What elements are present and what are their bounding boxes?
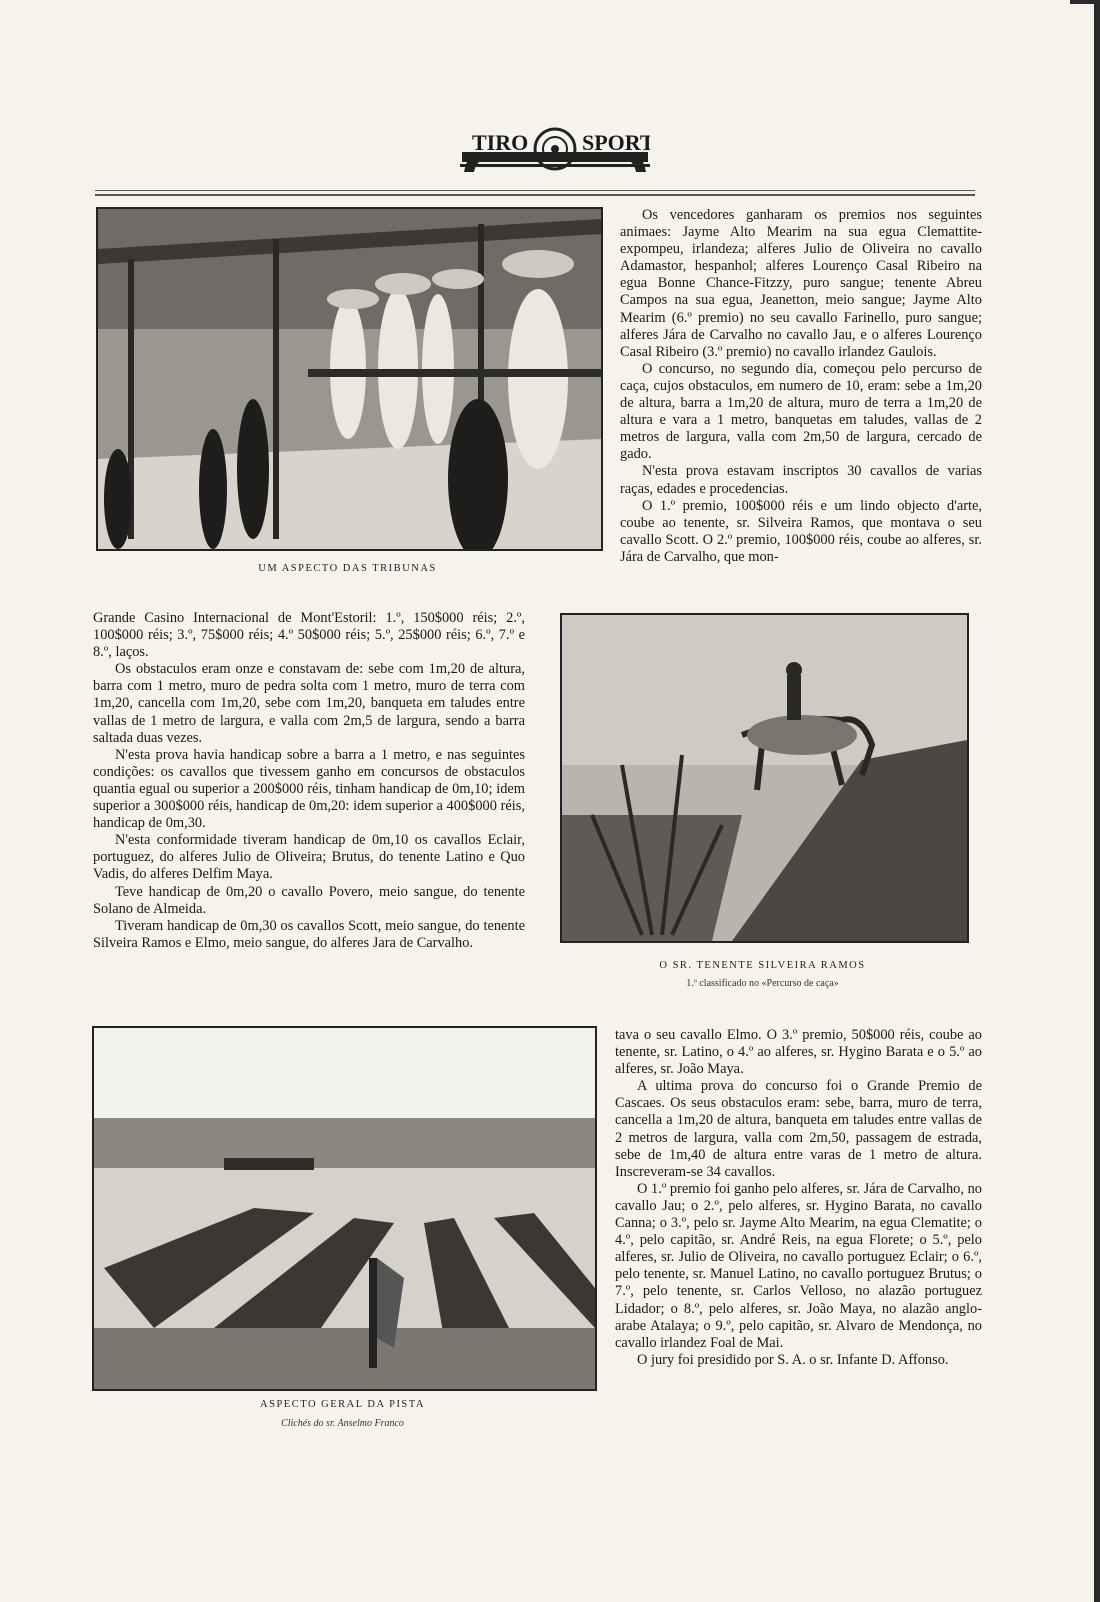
photo-tribunas <box>96 207 603 551</box>
subcaption-pista: Clichés do sr. Anselmo Franco <box>281 1418 404 1429</box>
caption-pista: ASPECTO GERAL DA PISTA <box>260 1399 425 1410</box>
paragraph: N'esta prova estavam inscriptos 30 cavallos de varias raças, edades e procedencias. <box>620 463 982 497</box>
caption-rider: O SR. TENENTE SILVEIRA RAMOS <box>659 960 866 971</box>
column-middle-left <box>93 610 525 952</box>
paragraph: O concurso, no segundo dia, começou pelo percurso de caça, cujos obstaculos, em numero de 10, eram: sebe a 1m,20 de altura, barra a 1m,20 de altura, muro de terra a 1m,20 de altura e vara a 1 metro, banquetas em taludes, vallas de 2 metros de largura, valla com 2m,50 de largura, cercado de gado. <box>620 360 982 463</box>
paragraph: Tiveram handicap de 0m,30 os cavallos Scott, meio sangue, do tenente Silveira Ramos e Elmo, meio sangue, do alferes Jara de Carvalho. <box>93 917 525 951</box>
paragraph: Os obstaculos eram onze e constavam de: sebe com 1m,20 de altura, barra com 1 metro, muro de pedra solta com 1 metro, muro de terra com 1m,20, cancella com 1m,20, sebe com 1m,20, banqueta em taludes entre vallas de 1 metro de largura, e valla com 2m,5 de largura, sendo a barra saltada duas vezes. <box>93 661 525 746</box>
paragraph: tava o seu cavallo Elmo. O 3.º premio, 50$000 réis, coube ao tenente, sr. Latino, o 4.º ao alferes, sr. Hygino Barata e o 5.º ao alferes, sr. João Maya. <box>615 1027 982 1078</box>
paragraph: Teve handicap de 0m,20 o cavallo Povero, meio sangue, do tenente Solano de Almeida. <box>93 883 525 917</box>
paragraph: N'esta prova havia handicap sobre a barra a 1 metro, e nas seguintes condições: os cavallos que tivessem ganho em concursos de obstaculos quantia egual ou superior a 200$000 réis, tinham handicap de 0m,10; idem superior a 300$000 réis, handicap de 0m,20: idem superior a 400$000 réis, handicap de 0m,30. <box>93 746 525 832</box>
paragraph: O 1.º premio, 100$000 réis e um lindo objecto d'arte, coube ao tenente, sr. Silveira Ramos, que montava o seu cavallo Scott. O 2.º premio, 100$000 réis, coube ao alferes, sr. Jára de Carvalho, que mon- <box>620 497 982 565</box>
caption-tribunas: UM ASPECTO DAS TRIBUNAS <box>258 563 437 574</box>
subcaption-rider: 1.º classificado no «Percurso de caça» <box>686 978 839 989</box>
photo-pista <box>92 1026 597 1391</box>
paragraph: Os vencedores ganharam os premios nos seguintes animaes: Jayme Alto Mearim na sua egua Clemattite-expompeu, irlandeza; alferes Julio de Oliveira no cavallo Adamastor, hespanhol; alferes Lourenço Casal Ribeiro na egua Bonne Chance-Fitzzy, puro sangue; tenente Abreu Campos na sua egua, Jeanetton, meio sangue; Jayme Alto Mearim (6.º premio) no seu cavallo Farinello, puro sangue; alferes Jára de Carvalho no cavallo Jau, e o alferes Lourenço Casal Ribeiro (3.º premio) no cavallo irlandez Gaulois. <box>620 207 982 360</box>
svg-text:SPORT: SPORT <box>582 130 650 155</box>
svg-text:TIRO: TIRO <box>472 130 529 155</box>
page-edge <box>1094 0 1100 1602</box>
header-rule-thick <box>95 194 975 196</box>
photo-rider <box>560 613 969 943</box>
masthead-logo <box>460 122 650 180</box>
paragraph: Grande Casino Internacional de Mont'Estoril: 1.º, 150$000 réis; 2.º, 100$000 réis; 3.º, 75$000 réis; 4.º 50$000 réis; 5.º, 25$000 réis; 6.º, 7.º e 8.º, laços. <box>93 610 525 661</box>
paragraph: N'esta conformidade tiveram handicap de 0m,10 os cavallos Eclair, portuguez, do alferes Julio de Oliveira; Brutus, do tenente Latino e Quo Vadis, do alferes Delfim Maya. <box>93 832 525 883</box>
header-rule <box>95 190 975 191</box>
column-top-right <box>620 207 982 566</box>
paragraph: O 1.º premio foi ganho pelo alferes, sr. Jára de Carvalho, no cavallo Jau; o 2.º, pelo alferes, sr. Hygino Barata, no cavallo Canna; o 3.º, pelo sr. Jayme Alto Mearim, na egua Clematite; o 4.º, pelo capitão, sr. André Reis, na egua Florete; o 5.º, pelo alferes, sr. Julio de Oliveira, no cavallo portuguez Eclair; o 6.º, pelo tenente, sr. Manuel Latino, no cavallo portuguez Brutus; o 7.º, pelo tenente, sr. Carlos Velloso, no alazão portuguez Lidador; o 8.º, pelo alferes, sr. João Maya, no alazão anglo-arabe Atalaya; o 9.º, pelo capitão, sr. Alvaro de Mendonça, no cavallo irlandez Foal de Mai. <box>615 1180 982 1351</box>
column-bottom-right <box>615 1027 982 1369</box>
paragraph: O jury foi presidido por S. A. o sr. Infante D. Affonso. <box>637 1351 949 1368</box>
paragraph: A ultima prova do concurso foi o Grande Premio de Cascaes. Os seus obstaculos eram: sebe, barra, muro de terra, cancella a 1m,20 de altura, banqueta em taludes entre vallas de 2 metros de largura, valla com 2m,50, passagem de estrada, sebe de 1m,40 de altura entre varas de 1 metro de altura. Inscreveram-se 34 cavallos. <box>615 1078 982 1180</box>
page-corner <box>1070 0 1100 4</box>
